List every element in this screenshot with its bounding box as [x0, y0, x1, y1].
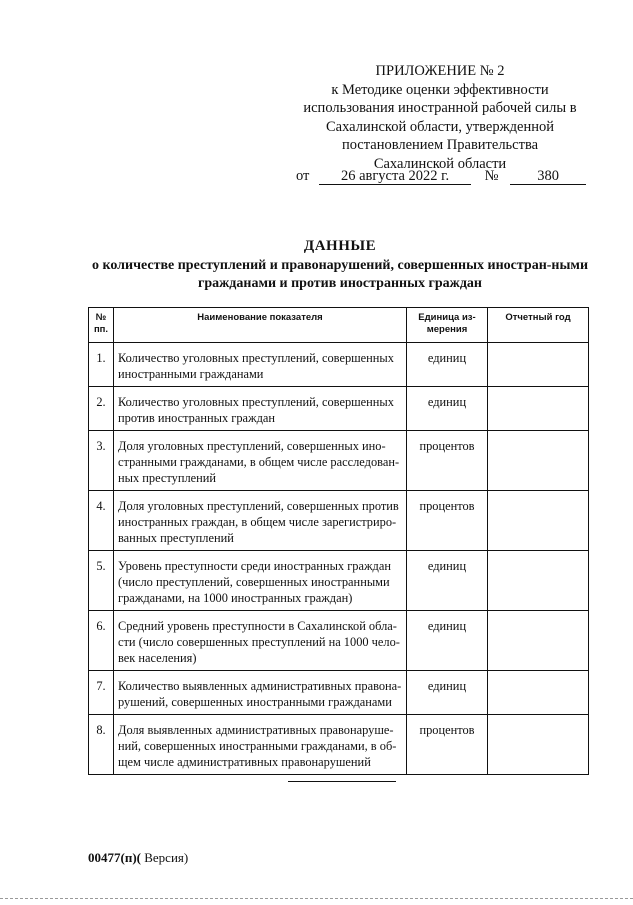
row-unit: единиц — [407, 343, 488, 387]
row-name: Количество уголовных преступлений, совершенных против иностранных граждан — [114, 387, 407, 431]
appendix-line: постановлением Правительства — [341, 137, 539, 153]
document-subtitle-text: о количестве преступлений и правонарушений, совершенных иностран-ными гражданами и против иностранных граждан — [91, 258, 589, 291]
row-num: 6. — [89, 611, 114, 671]
document-code — [88, 850, 188, 866]
row-num: 3. — [89, 431, 114, 491]
appendix-line: использования иностранной рабочей силы в — [303, 100, 577, 116]
appendix-line: к Методике оценки эффективности — [331, 81, 549, 98]
header-num: № пп. — [89, 308, 114, 343]
row-unit: процентов — [407, 491, 488, 551]
appendix-line: Сахалинской области, утвержденной — [326, 118, 554, 135]
appendix-block — [255, 62, 625, 173]
appendix-date-line — [296, 168, 586, 185]
appendix-line: Сахалинской области — [373, 155, 507, 172]
row-num: 8. — [89, 715, 114, 775]
row-num: 2. — [89, 387, 114, 431]
end-divider — [288, 781, 396, 782]
header-unit: Единица из-мерения — [407, 308, 488, 343]
table-row — [89, 715, 589, 775]
row-value — [488, 611, 589, 671]
row-value — [488, 343, 589, 387]
header-value: Отчетный год — [488, 308, 589, 343]
row-num: 5. — [89, 551, 114, 611]
row-name: Средний уровень преступности в Сахалинской обла-сти (число совершенных преступлений на 1000 чело-век населения) — [114, 611, 407, 671]
from-label: от — [296, 168, 310, 184]
table-row — [89, 551, 589, 611]
row-name: Доля выявленных административных правонаруше-ний, совершенных иностранными гражданами, в об-щем числе административных правонарушений — [114, 715, 407, 775]
appendix-title: ПРИЛОЖЕНИЕ № 2 — [375, 63, 505, 79]
row-value — [488, 431, 589, 491]
row-value — [488, 671, 589, 715]
header-name: Наименование показателя — [114, 308, 407, 343]
row-num: 7. — [89, 671, 114, 715]
table-header-row — [89, 308, 589, 343]
table-row — [89, 343, 589, 387]
indicators-table — [88, 307, 589, 775]
row-unit: единиц — [407, 387, 488, 431]
document-version-text: Версия) — [140, 850, 189, 865]
row-name: Количество уголовных преступлений, совершенных иностранными гражданами — [114, 343, 407, 387]
row-value — [488, 551, 589, 611]
number-label: № — [484, 168, 499, 184]
document-code-text: 00477(п)( — [88, 850, 141, 865]
table-row — [89, 431, 589, 491]
row-value — [488, 387, 589, 431]
row-unit: процентов — [407, 431, 488, 491]
row-unit: единиц — [407, 671, 488, 715]
document-subtitle — [60, 257, 620, 293]
table-row — [89, 387, 589, 431]
row-num: 1. — [89, 343, 114, 387]
appendix-number: 380 — [510, 168, 586, 185]
table-row — [89, 611, 589, 671]
row-unit: единиц — [407, 611, 488, 671]
row-num: 4. — [89, 491, 114, 551]
table-row — [89, 491, 589, 551]
row-name: Количество выявленных административных правона-рушений, совершенных иностранными гражданами — [114, 671, 407, 715]
appendix-date: 26 августа 2022 г. — [319, 168, 471, 185]
row-value — [488, 715, 589, 775]
row-name: Доля уголовных преступлений, совершенных ино-странными гражданами, в общем числе расследован-ных преступлений — [114, 431, 407, 491]
row-unit: единиц — [407, 551, 488, 611]
table-row — [89, 671, 589, 715]
row-unit: процентов — [407, 715, 488, 775]
document-heading: ДАННЫЕ — [303, 238, 377, 254]
row-name: Уровень преступности среди иностранных граждан (число преступлений, совершенных иностранными гражданами, на 1000 иностранных граждан) — [114, 551, 407, 611]
row-value — [488, 491, 589, 551]
page-edge-divider — [0, 898, 633, 899]
row-name: Доля уголовных преступлений, совершенных против иностранных граждан, в общем числе зарегистриро-ванных преступлений — [114, 491, 407, 551]
